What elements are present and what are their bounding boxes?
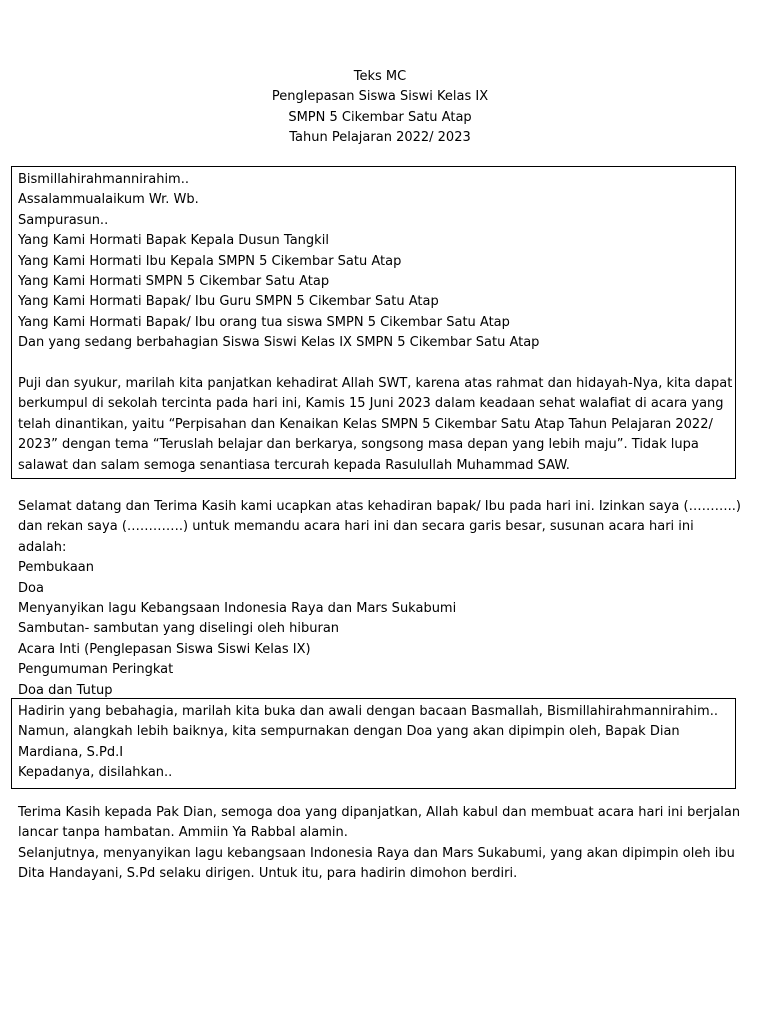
greeting-line: Yang Kami Hormati Ibu Kepala SMPN 5 Cikembar Satu Atap — [18, 253, 402, 269]
prayer-line-2: Namun, alangkah lebih baiknya, kita sempurnakan dengan Doa yang akan dipimpin oleh, Bapak Dian Mardiana, S.Pd.I — [18, 724, 680, 760]
agenda-item: Acara Inti (Penglepasan Siswa Siswi Kelas IX) — [18, 641, 311, 657]
agenda-intro: Selamat datang dan Terima Kasih kami ucapkan atas kehadiran bapak/ Ibu pada hari ini. Izinkan saya (………..) dan rekan saya (………….) untuk memandu acara hari ini dan secara garis besar, susunan acara hari ini adalah: — [18, 499, 741, 555]
greeting-line: Yang Kami Hormati Bapak/ Ibu Guru SMPN 5 Cikembar Satu Atap — [18, 294, 439, 310]
agenda-item: Pengumuman Peringkat — [18, 662, 174, 678]
agenda-section — [18, 497, 746, 701]
title-line-2: Penglepasan Siswa Siswi Kelas IX — [271, 89, 489, 105]
prayer-line-1: Hadirin yang bebahagia, marilah kita buka dan awali dengan bacaan Basmallah, Bismillahirahmannirahim.. — [18, 704, 718, 719]
gratitude-paragraph: Puji dan syukur, marilah kita panjatkan kehadirat Allah SWT, karena atas rahmat dan hidayah-Nya, kita dapat berkumpul di sekolah tercinta pada hari ini, Kamis 15 Juni 2023 dalam keadaan sehat walafiat di acara yang telah dinantikan, yaitu “Perpisahan dan Kenaikan Kelas SMPN 5 Cikembar Satu Atap Tahun Pelajaran 2022/ 2023” dengan tema “Teruslah belajar dan berkarya, songsong masa depan yang lebih maju”. Tidak lupa salawat dan salam semoga senantiasa tercurah kepada Rasulullah Muhammad SAW. — [18, 376, 733, 473]
title-line-4: Tahun Pelajaran 2022/ 2023 — [289, 130, 471, 146]
agenda-item: Pembukaan — [18, 560, 95, 576]
greeting-line: Yang Kami Hormati Bapak Kepala Dusun Tangkil — [18, 233, 329, 249]
greeting-line: Bismillahirahmannirahim.. — [18, 172, 189, 187]
agenda-item: Menyanyikan lagu Kebangsaan Indonesia Raya dan Mars Sukabumi — [18, 601, 457, 617]
agenda-item: Doa — [18, 580, 44, 596]
greeting-line: Assalammualaikum Wr. Wb. — [18, 192, 199, 208]
title-line-3: SMPN 5 Cikembar Satu Atap — [288, 109, 472, 125]
closing-paragraph-1: Terima Kasih kepada Pak Dian, semoga doa yang dipanjatkan, Allah kabul dan membuat acara hari ini berjalan lancar tanpa hambatan. Ammiin Ya Rabbal alamin. — [18, 805, 741, 841]
opening-box — [11, 166, 736, 479]
greeting-line: Yang Kami Hormati SMPN 5 Cikembar Satu Atap — [18, 274, 330, 290]
document-title — [0, 67, 760, 149]
closing-paragraph-2: Selanjutnya, menyanyikan lagu kebangsaan Indonesia Raya dan Mars Sukabumi, yang akan dipimpin oleh ibu Dita Handayani, S.Pd selaku dirigen. Untuk itu, para hadirin dimohon berdiri. — [18, 845, 735, 882]
greeting-line: Sampurasun.. — [18, 212, 109, 228]
prayer-box — [11, 698, 736, 789]
agenda-item: Doa dan Tutup — [18, 682, 113, 698]
paragraph-spacer — [18, 354, 735, 374]
closing-section — [18, 803, 746, 885]
title-line-1: Teks MC — [353, 69, 407, 84]
greeting-line: Yang Kami Hormati Bapak/ Ibu orang tua siswa SMPN 5 Cikembar Satu Atap — [18, 314, 510, 330]
agenda-item: Sambutan- sambutan yang diselingi oleh hiburan — [18, 621, 340, 637]
prayer-line-3: Kepadanya, disilahkan.. — [18, 765, 173, 781]
greeting-line: Dan yang sedang berbahagian Siswa Siswi Kelas IX SMPN 5 Cikembar Satu Atap — [18, 335, 540, 351]
